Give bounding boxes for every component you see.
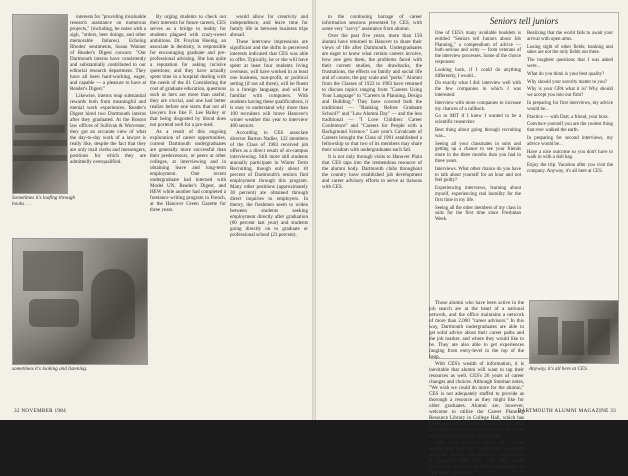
paragraph: Looking back, if I could do anything differently, I would... (435, 67, 521, 79)
paragraph: Losing sight of other fields; banking and sales are not the only fields out there. (527, 44, 613, 56)
paragraph: These interview impressions are significant and the shifts in perceived interests indicated that CES was able to offer. Typically, he or she will have spent at least four students living overseas, will have worked in at least one business, non-profit, or political setting (if not all three), will be fluent in a foreign language, and will be familiar with computers. With students having these qualifications, it is easy to understand why more than 100 recruiters will brave Hanover's winter weather this year to interview 400 seniors. (230, 39, 308, 129)
paragraph: In preparing for second interviews, my advice would be... (527, 135, 613, 147)
page-folio-left: 32 NOVEMBER 1984 (14, 408, 67, 414)
photo-library (529, 300, 619, 364)
paragraph: One of CES's many available booklets is entitled "Seniors tell Juniors about Job Planning," a compendium of advice — both serious and witty — from veterans of the interview processes. Some of the choice responses: (435, 31, 521, 65)
paragraph: With CES's wealth of information, it is inevitable that alumni will want to tap their resources as well. CES's 26 years of career changes and choices. Although Stutman notes, "We wish we could do more for the alumni," CES is not adequately staffed to provide as thorough a resource as they might like for older graduates. Alumni are, however, welcome to utilize the Career Planning Resource Library in College Hall, which has videotapes of past programs. CES and local job officers can also provide names of career advisors who might be able to help. (429, 361, 524, 439)
paragraph: Convince yourself you are the coolest thing that ever walked the earth. (527, 122, 613, 134)
paragraph: The toughest questions that I was asked were... (527, 58, 613, 69)
paragraph: By urging students to check out their interests for future careers, CES serves as a bridge to reality for students plagued with crazy-sweet ambitions. Dr. Froylan Hoenig, an associate in dentistry, is responsible for encouraging graduate and pre-professional advising. She has quite a reputation for asking incisive questions; and they have actually spent time in a hospital dealing with the needs of the ill. Considering the cost of graduate education, questions such as hers are more than useful; they are crucial, and one had better realize before one starts that not all lawyers live like F. Lee Bailey or that being disgusted by blood does not portend well for a pre-med. (150, 14, 226, 128)
photo-books (12, 14, 68, 194)
paragraph: With the growing push for career satisfaction and the continuing questions about the validity of a liberal arts education, it is apparent that CES will help future Dartmouth students to know themselves to find meaningful work. (429, 440, 524, 476)
paragraph: Why is your GPA what it is? Why should we accept you into our firm? (527, 87, 613, 99)
left-column-2 (150, 14, 226, 406)
paragraph: According to CES associate director Burton Nadler, 122 members of the Class of 1983 received job offers as a direct result of on-campus interviewing. Still more still students annually participate in Winter Term Recruiting, though only about 10 percent of Dartmouth's seniors find employment through this program. Many other positions (approximately 30 percent) are obtained through direct inquiries to employers. In theory, the freshmen seem to widen between students seeking employment directly after graduation (60 percent last year) and students going directly on to graduate or professional school (23 percent). (230, 130, 308, 238)
paragraph: Go to MIT if I knew I wanted to be a scientific researcher. (435, 114, 521, 126)
paragraph: Why should your sorority matter to you? (527, 79, 607, 85)
left-column-1 (70, 14, 146, 179)
paragraph: Seeing all the other members of my class in suits for the first time since Freshman Week. (435, 205, 521, 223)
paragraph: Realizing that the world fails to await your arrival with open arms. (527, 31, 613, 42)
paragraph: It is not only through visits to Hanover Plain that CES taps into the tremendous resource of the alumni body. Dartmouth clubs throughout the country have established job development and career advisory efforts to serve as liaisons with CES. (322, 154, 422, 190)
paragraph: As a result of this ongoing exploration of career opportunities, current Dartmouth undergraduates are generally more successful than their predecessors, or peers at other colleges, at interviewing and in obtaining leave and long-term employment. One recent undergraduate had interned with Model UN, Reader's Digest, and HEW while another had completed a freelance writing program in French, at the Hanover Green Gazette for three years. (150, 129, 226, 213)
page-folio-right: DARTMOUTH ALUMNI MAGAZINE 33 (517, 408, 616, 414)
caption-library: Anyway, it's all here at CES. (529, 366, 588, 372)
caption-books: Sometimes it's loafing through books . . . (12, 195, 76, 207)
paragraph: Best thing about going through recruiting was... (435, 127, 521, 139)
paragraph: Over the past five years, more than 150 alumni have returned to Hanover to share their views of life after Dartmouth. Undergraduates are eager to know what certain careers involve, how one gets them, the problems faced with their current studies, the drawbacks, the frustrations, the effects on family and social life and of course, the pay scale and "perks." Alumni from the Classes of 1922 to 1983 have returned to discuss topics ranging from "Careers Using Your Language" to "Careers in Planning, Design and Building." They have covered both the traditional — "Banking Before Graduate School?" and "Law Alumni Day" — and the less traditional — "I Love Children: Career Conference" and "Careers for People with a Background Science." Last year's Cavalcade of Careers brought the Class of 1961 established a fellowship so that two of its members may share their wisdom with undergraduates each fall. (322, 33, 422, 153)
paragraph: to the continuing barrage of career information sessions presented by CES, with some very "savvy" assistance from alumni. (322, 14, 422, 32)
sidebar-title: Seniors tell juniors (489, 16, 559, 26)
paragraph: Seeing all your classmates in suits and getting up a chance to see your friends more in the three months than you had in three years. (435, 141, 521, 164)
paragraph: Experiencing interviews, learning about myself, experiencing real humility for the first time in my life. (435, 186, 521, 203)
paragraph: Interviews. What other chance do you have to talk about yourself for an hour and not feel guilty? (435, 166, 521, 184)
paragraph: Interview with more companies to increase my chances of a callback. (435, 100, 521, 112)
right-column-1 (322, 14, 422, 406)
paragraph: In preparing for first interviews, my advice would be... (527, 100, 613, 112)
paragraph: interests for "providing invaluable research assistance on numerous projects," (including, he notes with a sigh, "orders, beer doings, and other memorable failures). Echoing Rhodes' sentiments, Susan Wanner of Reader's Digest concurs: "Our Dartmouth interns have consistently and substantially contributed to our editorial research department. They have all been hard-working, eager, and capable — a pleasure to have at Reader's Digest." (70, 14, 146, 92)
photo-listening (12, 238, 148, 365)
paragraph: What do you think is your best quality? (527, 71, 605, 77)
gutter (312, 0, 316, 420)
right-column-2 (429, 300, 524, 476)
paragraph: Do exactly what I did: interview well with the few companies in which I was interested. (435, 81, 521, 98)
paragraph: Have a nice outcome so you don't have to walk in with a dull bag. (527, 149, 613, 161)
paragraph: Those alumni who have been active in the job search are at the heart of a national network, and the office maintains a network of more than 2,000 "career advisors." In this way, Dartmouth undergraduates are able to get solid advice about their career paths and the job market, and where they would like to be. They are also able to get experiences ranging from entry-level to the top of the heap. (429, 300, 524, 360)
paragraph: would allow for creativity and independence, and leave time for family life in between business trips abroad. (230, 14, 308, 38)
paragraph: Practice — with Dart, a friend, your boss. (527, 114, 609, 120)
caption-listening: sometimes it's looking and listening. (12, 366, 88, 372)
left-column-3 (230, 14, 308, 406)
paragraph: Likewise, interns reap substantial rewards both from meaningful and menial work experiences. Reader's Digest hired two Dartmouth interns after they graduated. At the Boston law offices of Sullivan & Worcester, they got an accurate view of what the day-to-day work of a lawyer is really like, despite the fact that they are only mail clerks and messengers, positions for which they are admittedly overqualified. (70, 93, 146, 165)
paragraph: Enjoy the trip. Vacation after you visit the company. Anyway, it's all here at CES. (527, 163, 613, 174)
